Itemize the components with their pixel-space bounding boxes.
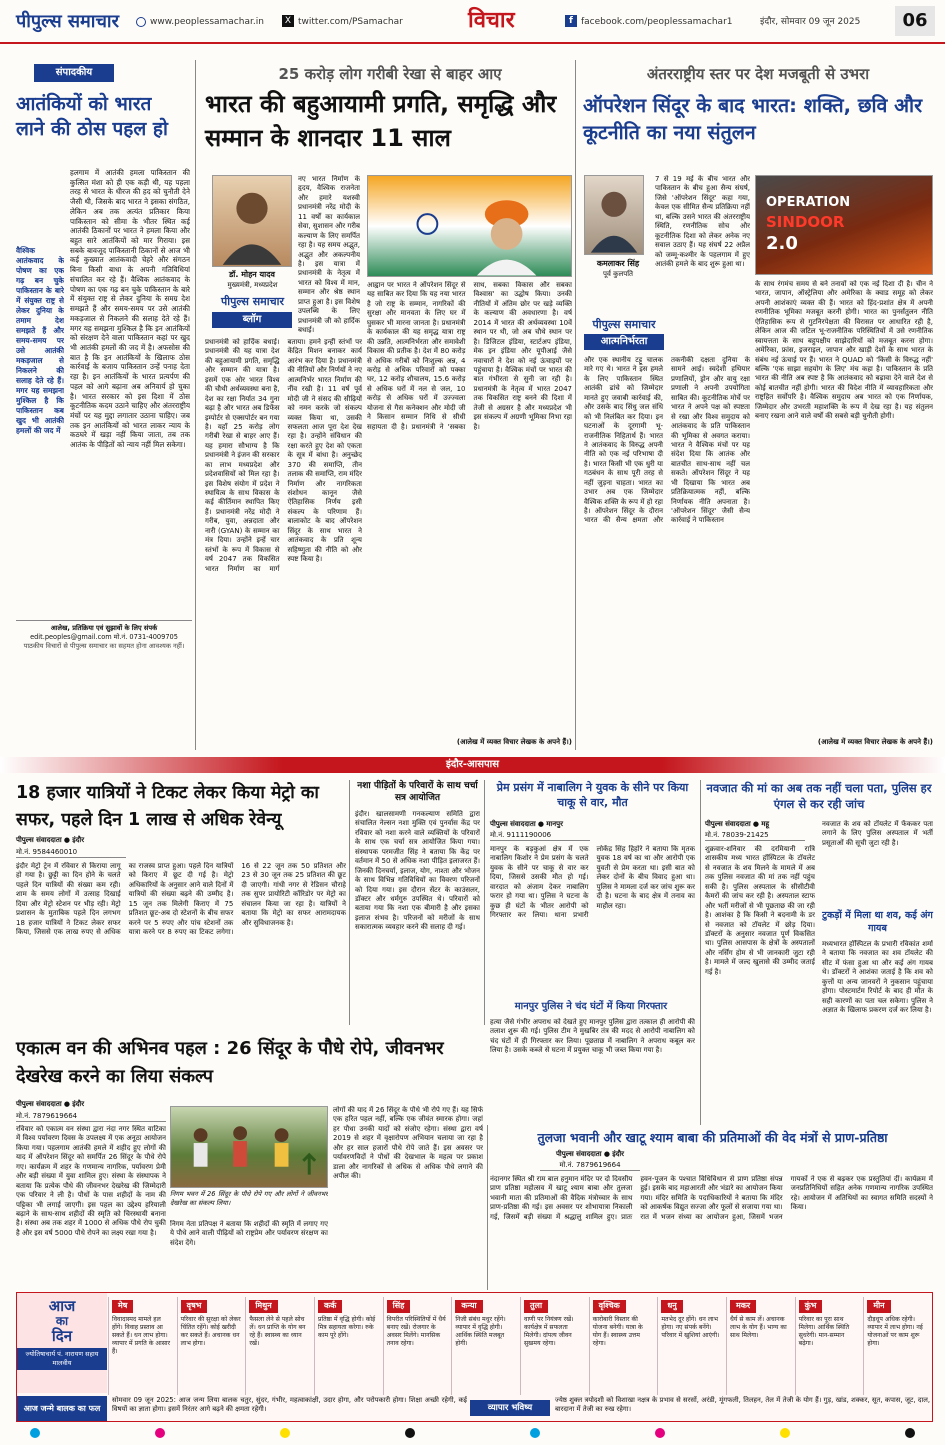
poster-line3: 2.0 bbox=[766, 232, 798, 254]
vana-credit: पीपुल्स संवाददाता ● इंदौर bbox=[16, 1100, 85, 1108]
modi-photo bbox=[367, 175, 572, 277]
editorial-footer-line2: edit.peoples@gmail.com मो.नं. 0731-4009705 bbox=[30, 632, 178, 641]
vana-caption: निगम भवन में 26 सिंदूर के पौधे रोपे गए और लोगों ने जीवनभर देखरेख का संकल्प लिया। bbox=[170, 1190, 328, 1207]
column-divider bbox=[484, 780, 485, 1025]
rashi-text: विपरीत परिस्थितियों में धैर्य बनाए रखें। रोजगार के अवसर मिलेंगे। मानसिक तनाव रहेगा। bbox=[386, 1315, 446, 1347]
dateline: इंदौर, सोमवार 09 जून 2025 bbox=[760, 17, 861, 27]
temple-body: नंदानगर स्थित श्री राम बाल हनुमान मंदिर पर दो दिवसीय प्राण प्रतिष्ठा महोत्सव में खाटू श्याम बाबा और तुलजा भवानी माता की प्रतिमाओं की वैदिक मंत्रोच्चार के साथ प्राण-प्रतिष्ठा की गई। इस अवसर पर शोभायात्रा निकाली गई, जिसमें बड़ी संख्या में श्रद्धालु शामिल हुए। प्रातः हवन-पूजन के पश्चात विधिविधान से प्राण प्रतिष्ठा संपन्न हुई। इसके बाद महाआरती और भंडारे का आयोजन किया गया। मंदिर समिति के पदाधिकारियों ने बताया कि मंदिर को आकर्षक विद्युत सज्जा और फूलों से सजाया गया था। रात में भजन संध्या का आयोजन हुआ, जिसमें भजन गायकों ने एक से बढ़कर एक प्रस्तुतियां दीं। कार्यक्रम में जनप्रतिनिधियों सहित अनेक गणमान्य नागरिक उपस्थित रहे। आयोजन में अतिथियों का स्वागत समिति सदस्यों ने किया। bbox=[490, 1175, 933, 1221]
rashi-name: कन्या bbox=[455, 1300, 482, 1313]
rashi-8 bbox=[657, 1297, 725, 1395]
temple-headline: तुलजा भवानी और खाटू श्याम बाबा की प्रतिमाओं की वेद मंत्रों से प्राण-प्रतिष्ठा bbox=[537, 1130, 888, 1145]
vana-mobile: मो.नं. 7879619664 bbox=[16, 1112, 166, 1122]
temple-mobile: मो.नं. 7879619664 bbox=[540, 1161, 640, 1171]
sindoor-poster bbox=[755, 175, 933, 275]
rashifal-foot-left: आज जन्मे बालक का फल bbox=[17, 1396, 107, 1421]
section-title: विचार bbox=[468, 8, 515, 33]
story2-body-right: के साथ रंगमंच समय से बने तनावों को एक नई दिशा दी है। चीन ने भारत, जापान, ऑस्ट्रेलिया और अमेरिका के क्वाड समूह को लेकर अपनी आशंकाएं व्यक्त की हैं। भारत को हिंद-प्रशांत क्षेत्र में अपनी रणनीतिक भूमिका मजबूत करनी होगी। भारत का पुनर्संतुलन नीति ऐतिहासिक रूप से गुटनिरपेक्षता की विरासत पर आधारित रही है, लेकिन आज की जटिल भू-राजनीतिक परिस्थितियों में उसे रणनीतिक स्वायत्तता के साथ बहुपक्षीय साझेदारियों को मजबूत करना होगा। अमेरिका, फ्रांस, इजराइल, जापान और खाड़ी देशों के साथ भारत के संबंध नई ऊंचाई पर हैं। भारत ने QUAD को 'किसी के विरुद्ध नहीं' बल्कि 'एक साझा सहयोग के लिए' मंच कहा है। पाकिस्तान के प्रति भारत की नीति अब स्पष्ट है कि आतंकवाद को बढ़ावा देने वाले देश से कोई बातचीत नहीं होगी। भारत की विदेश नीति में व्यावहारिकता और राष्ट्रहित सर्वोपरि है। वैश्विक समुदाय अब भारत को एक निर्णायक, जिम्मेदार और उभरती महाशक्ति के रूप में देख रहा है। यह संतुलन बनाए रखना आने वाले वर्षों की सबसे बड़ी चुनौती होगी। bbox=[755, 280, 933, 421]
vana-photo bbox=[170, 1106, 328, 1188]
facebook-icon: f bbox=[565, 15, 577, 27]
story2-body-top: 7 से 19 मई के बीच भारत और पाकिस्तान के बीच हुआ सैन्य संघर्ष, जिसे 'ऑपरेशन सिंदूर' कहा गया, केवल एक सीमित सैन्य प्रतिक्रिया नहीं था, बल्कि उसने भारत की अंतरराष्ट्रीय स्थिति, रणनीतिक सोच और कूटनीतिक दिशा को लेकर अनेक नए सवाल उठाए हैं। यह संघर्ष 22 अप्रैल को जम्मू-कश्मीर के पहलगाम में हुए आतंकी हमले के बाद शुरू हुआ था। bbox=[655, 175, 750, 268]
editorial-footer-line3: पाठकीय विचारों से पीपुल्स समाचार का सहमत होना आवश्यक नहीं। bbox=[23, 641, 185, 650]
navjat-credit: पीपुल्स संवाददाता ● महू bbox=[705, 820, 770, 828]
editorial-headline: आतंकियों को भारत लाने की ठोस पहल हो bbox=[16, 93, 168, 140]
story1-kicker: 25 करोड़ लोग गरीबी रेखा से बाहर आए bbox=[278, 65, 502, 83]
metro-body: इंदौर मेट्रो ट्रेन में रविवार से किराया लागू हो गया है। छुट्टी का दिन होने के चलते पहले दिन यात्रियों की संख्या कम रही। शाम के समय लोगों में उत्साह दिखाई दिया और मेट्रो स्टेशन पर भीड़ रही। मेट्रो प्रशासन के मुताबिक पहले दिन लगभग 18 हजार यात्रियों ने टिकट लेकर सफर किया, जिससे एक लाख रुपए से अधिक का राजस्व प्राप्त हुआ। पहले दिन यात्रियों को किराए में छूट दी गई है। मेट्रो अधिकारियों के अनुसार आने वाले दिनों में यात्रियों की संख्या बढ़ने की उम्मीद है। 15 जून तक मिलेगी किराए में 75 प्रतिशत छूट-अब दो स्टेशनों के बीच सफर करने पर 5 रुपए और पांच स्टेशनों तक यात्रा करने पर 8 रुपए का टिकट लगेगा। 16 से 22 जून तक 50 प्रतिशत और 23 से 30 जून तक 25 प्रतिशत की छूट दी जाएगी। गांधी नगर से रेडिसन चौराहे तक सुपर प्रायोरिटी कॉरिडोर पर मेट्रो का संचालन किया जा रहा है। यात्रियों ने बताया कि मेट्रो का सफर आरामदायक और सुविधाजनक है। bbox=[16, 862, 346, 937]
rashi-name: मीन bbox=[867, 1300, 890, 1313]
vana-body: रविवार को एकात्म वन संस्था द्वारा नंदा नगर स्थित वाटिका में विश्व पर्यावरण दिवस के उपलक्ष्य में एक अनूठा आयोजन किया गया। पहलगाम आतंकी हमले में शहीद हुए लोगों की याद में ऑपरेशन सिंदूर को समर्पित 26 सिंदूर के पौधे रोपे गए। कार्यक्रम में शहर के गणमान्य नागरिक, पर्यावरण प्रेमी और बड़ी संख्या में युवा शामिल हुए। संस्था के संस्थापक ने बताया कि प्रत्येक पौधे की जीवनभर देखरेख की जिम्मेदारी एक परिवार ने ली है। पौधों के पास शहीदों के नाम की पट्टिका भी लगाई जाएगी। इस पहल का उद्देश्य हरियाली बढ़ाने के साथ-साथ शहीदों की स्मृति को चिरस्थायी बनाना है। संस्था अब तक शहर में 1000 से अधिक पौधे रोप चुकी है और इस वर्ष 5000 पौधे रोपने का लक्ष्य रखा गया है। bbox=[16, 1125, 166, 1237]
rashi-text: प्रतिष्ठा में वृद्धि होगी। कोई मित्र सहायता करेगा। रुके काम पूरे होंगे। bbox=[318, 1315, 376, 1339]
rashi-text: परिवार की सुरक्षा को लेकर चिंतित रहेंगे। कोई खरीदी कर सकते हैं। अचानक धन लाभ होगा। bbox=[180, 1315, 241, 1347]
editorial-footer bbox=[16, 620, 192, 664]
rashi-5 bbox=[451, 1297, 519, 1395]
story1-author-title: मुख्यमंत्री, मध्यप्रदेश bbox=[227, 281, 278, 289]
story2-kicker: अंतरराष्ट्रीय स्तर पर देश मजबूती से उभरा bbox=[646, 65, 870, 83]
rashifal-foot-badge: व्यापार भविष्य bbox=[470, 1400, 550, 1416]
rashi-10 bbox=[795, 1297, 863, 1395]
rashi-text: निजी संबंध मधुर रहेंगे। व्यापार में वृद्धि होगी। आर्थिक स्थिति मजबूत होगी। bbox=[455, 1315, 506, 1347]
people-planting-icon bbox=[171, 1106, 327, 1187]
love-credit: पीपुल्स संवाददाता ● मानपुर bbox=[490, 820, 563, 828]
love-credit-place: मानपुर bbox=[546, 820, 563, 828]
rashi-name: वृश्चिक bbox=[593, 1300, 626, 1313]
temple-credit-place: इंदौर bbox=[612, 1150, 625, 1158]
rashi-text: वाणी पर नियंत्रण रखें। कार्यक्षेत्र में सफलता मिलेगी। दांपत्य जीवन सुखमय रहेगा। bbox=[524, 1315, 574, 1347]
rashi-text: विवादास्पद मामले हल होंगे। विवाह प्रस्ताव आ सकते हैं। धन लाभ होगा। व्यापार में प्रगति के आसार हैं। bbox=[112, 1315, 171, 1356]
navjat-credit-name: पीपुल्स संवाददाता bbox=[705, 820, 751, 828]
page-number: 06 bbox=[895, 6, 935, 36]
rashi-11 bbox=[863, 1297, 931, 1395]
story2-byline: (आलेख में व्यक्त विचार लेखक के अपने हैं।) bbox=[817, 738, 933, 746]
story2-headline: ऑपरेशन सिंदूर के बाद भारत: शक्ति, छवि और कूटनीति का नया संतुलन bbox=[583, 94, 923, 145]
vana-credit-name: पीपुल्स संवाददाता bbox=[16, 1100, 62, 1108]
rashi-name: कर्क bbox=[318, 1300, 342, 1313]
navjat-body: शुक्रवार-शनिवार की दरमियानी रात्रि शासकीय मध्य भारत हॉस्पिटल के टॉयलेट से नवजात के शव मिलने के मामले में अब तक पुलिस नवजात की मां तक नहीं पहुंच सकी है। पुलिस अस्पताल के सीसीटीवी कैमरों की जांच कर रही है। अस्पताल स्टाफ और भर्ती मरीजों से भी पूछताछ की जा रही है। आशंका है कि किसी ने बदनामी के डर से नवजात को टॉयलेट में छोड़ दिया। डॉक्टरों के अनुसार नवजात पूर्ण विकसित था। पुलिस आसपास के क्षेत्रों के अस्पतालों और नर्सिंग होम से भी जानकारी जुटा रही है। मामले में जल्द खुलासे की उम्मीद जताई गई है। bbox=[705, 845, 815, 976]
temple-credit-name: पीपुल्स संवाददाता bbox=[555, 1150, 602, 1158]
vana-body-cont: निगम नेता प्रतिपक्ष ने बताया कि शहीदों की स्मृति में लगाए गए ये पौधे आने वाली पीढ़ियों को राष्ट्रप्रेम और पर्यावरण संरक्षण का संदेश देंगे। bbox=[170, 1220, 328, 1247]
rashi-7 bbox=[589, 1297, 657, 1395]
navjat-subhead: टुकड़ों में मिला था शव, कई अंग गायब bbox=[822, 910, 933, 934]
rashi-text: कारोबारी विस्तार की योजना बनेगी। यात्रा के योग हैं। स्वास्थ्य उत्तम रहेगा। bbox=[592, 1315, 643, 1347]
rashifal-title-box bbox=[17, 1293, 107, 1393]
rashi-2 bbox=[245, 1297, 313, 1395]
section-strip bbox=[0, 757, 945, 773]
column-divider bbox=[487, 1125, 488, 1290]
drug-headline: नशा पीड़ितों के परिवारों के साथ चर्चा सत्र आयोजित bbox=[357, 781, 478, 804]
column-divider bbox=[195, 60, 196, 750]
editorial-pullquote: वैश्विक आतंकवाद के पोषण का एक गढ़ बन चुके पाकिस्तान के बारे में संयुक्त राष्ट्र से लेकर दुनिया के तमाम देश समझते हैं और समय-समय पर उसे आतंकी मकड़जाल से निकलने की सलाह देते रहे हैं। मगर यह समझना मुश्किल है कि पाकिस्तान कब खुद भी आतंकी हमलों की जद में bbox=[16, 246, 64, 435]
rashi-text: फैसला लेने से पहले सोच लें। धन प्राप्ति के योग बन रहे हैं। स्वास्थ्य का ध्यान रखें। bbox=[249, 1315, 306, 1347]
globe-icon bbox=[136, 17, 146, 27]
editorial-body: हलगाम में आतंकी हमला पाकिस्तान की कुत्सित मंशा को ही एक कड़ी थी, यह पहला तरह से भारत के धीरज की हद को चुनौती देने जैसी थी, जिसके बाद भारत ने इसका संगठित, लेकिन अब तक अत्यंत प्रतिकार किया पाकिस्तान को सीमा के भीतर स्थित कई आतंकी ठिकानों पर भारत ने हमला किया और बहुत सारे आतंकियों को मार गिराया। इस सबके बावजूद पाकिस्तानी ठिकानों से आज भी कई कुख्यात आतंकवादी चेहरे और संगठन बिना किसी बाधा के अपनी गतिविधियां संचालित कर रहे हैं। वैश्विक आतंकवाद के पोषण का एक गढ़ बन चुके पाकिस्तान के बारे में संयुक्त राष्ट्र से लेकर दुनिया के समग्र देश समझते हैं और समय-समय पर उसे आतंकी मकड़जाल से निकलने की सलाह देते रहे हैं। मगर यह समझना मुश्किल है कि इन आतंकियों को संरक्षण देने वाला पाकिस्तान कहां पर खुद भी आतंकी हमलों की जद में है। अफसोस की बात है कि इन आतंकियों के खिलाफ ठोस कार्रवाई के बजाय पाकिस्तान उन्हें पनाह देता रहा है। इन आतंकियों के भारत प्रत्यर्पण की पहल को आगे बढ़ाना अब अनिवार्य हो चुका है। भारत सरकार को इस दिशा में ठोस कूटनीतिक कदम उठाने चाहिए और अंतरराष्ट्रीय मंचों पर यह मुद्दा लगातार उठाना चाहिए। जब तक इन आतंकियों को भारत लाकर न्याय के कठघरे में खड़ा नहीं किया जाता, तब तक आतंक के पीड़ितों को न्याय नहीं मिल सकेगा। bbox=[70, 168, 190, 450]
rashi-text: धैर्य से काम लें। अचानक लाभ के योग हैं। भाग्य का साथ मिलेगा। bbox=[730, 1315, 787, 1339]
poster-line1: OPERATION bbox=[766, 194, 851, 210]
masthead bbox=[0, 0, 945, 44]
love-subhead: मानपुर पुलिस ने चंद घंटों में किया गिरफ्तार bbox=[514, 1001, 668, 1012]
metro-credit-name: पीपुल्स संवाददाता bbox=[16, 836, 62, 844]
facebook-link[interactable]: facebook.com/peoplessamachar1 bbox=[581, 17, 733, 27]
rashi-name: धनु bbox=[661, 1300, 682, 1313]
rashi-name: कुंभ bbox=[799, 1300, 823, 1313]
twitter-icon: X bbox=[282, 15, 294, 27]
metro-mobile: मो.नं. 9584460010 bbox=[16, 848, 126, 858]
column-divider bbox=[700, 780, 701, 1125]
temple-credit: पीपुल्स संवाददाता ● इंदौर bbox=[555, 1150, 625, 1158]
rashi-name: मिथुन bbox=[249, 1300, 277, 1313]
rashi-text: मतभेद दूर होंगे। धन लाभ होगा। नए संपर्क बनेंगे। परिवार में खुशियां आएंगी। bbox=[661, 1315, 720, 1339]
navjat-subbody: मध्यभारत हॉस्पिटल के प्रभारी रविकांत शर्मा ने बताया कि नवजात का शव टॉयलेट की सीट में फंसा हुआ था और कई अंग गायब थे। डॉक्टरों ने आशंका जताई है कि शव को कुत्तों या अन्य जानवरों ने नुकसान पहुंचाया होगा। पोस्टमार्टम रिपोर्ट के बाद ही मौत के सही कारणों का पता चल सकेगा। पुलिस ने अज्ञात के खिलाफ प्रकरण दर्ज कर लिया है। bbox=[822, 940, 933, 1015]
love-subbody: हत्या जैसे गंभीर अपराध को देखते हुए मानपुर पुलिस द्वारा तत्काल ही आरोपी की तलाश शुरू की गई। पुलिस टीम ने मुखबिर तंत्र की मदद से आरोपी नाबालिग को चंद घंटों में ही गिरफ्तार कर लिया। पूछताछ में नाबालिग ने अपराध कबूल कर लिया है। उसके कब्जे से घटना में प्रयुक्त चाकू भी जब्त किया गया है। bbox=[490, 1018, 695, 1055]
metro-headline: 18 हजार यात्रियों ने टिकट लेकर किया मेट्रो का सफर, पहले दिन 1 लाख से अधिक रेवेन्यू bbox=[16, 783, 319, 831]
column-divider bbox=[575, 60, 576, 750]
vana-body-right: लोगों की याद में 26 सिंदूर के पौधे भी रोपे गए हैं। यह सिर्फ एक हरित पहल नहीं, बल्कि एक जीवंत स्मारक होगा। जहां हर पौधा उनकी यादों को संजोए रहेगा। संस्था द्वारा वर्ष 2019 से शहर में वृक्षारोपण अभियान चलाया जा रहा है और हर साल हजारों पौधे रोपे जाते हैं। इस अवसर पर पर्यावरणविदों ने पौधों की देखभाल के महत्व पर प्रकाश डाला और नागरिकों से अधिक से अधिक पौधे लगाने की अपील की। bbox=[333, 1106, 483, 1181]
drug-body: इंदौर। खालसामणी गनकल्याण समिति द्वारा संचालित नेल्सन नशा मुक्ति एवं पुनर्वास केंद्र पर रविवार को नशा करने वाले व्यक्तियों के परिवारों के साथ एक चर्चा सत्र आयोजित किया गया। संस्थापक परमजीत सिंह ने बताया कि केंद्र पर वर्तमान में 50 से अधिक नशा पीड़ित इलाजरत हैं। जिनकी दिनचर्या, इलाज, योग, नाश्ता और भोजन के साथ विभिन्न गतिविधियों का विवरण परिजनों को दिया गया। इस दौरान सेंटर के काउंसलर, डॉक्टर और धर्मगुरु उपस्थित थे। परिवारों को बताया गया कि नशा एक बीमारी है और इसका इलाज संभव है। परिजनों को मरीजों के साथ सकारात्मक व्यवहार करने की सलाह दी गई। bbox=[355, 810, 480, 932]
flag-portrait-icon bbox=[368, 175, 571, 276]
person-icon bbox=[585, 175, 643, 254]
rashi-3 bbox=[314, 1297, 382, 1395]
editorial-footer-line1: आलेख, प्रतिक्रिया एवं सुझावों के लिए संपर्क bbox=[50, 624, 158, 632]
love-credit-name: पीपुल्स संवाददाता bbox=[490, 820, 536, 828]
rashifal-astrologer: ज्योतिषाचार्य पं. नारायण सहाय मालवीय bbox=[17, 1348, 107, 1370]
website-link[interactable]: www.peoplessamachar.in bbox=[150, 17, 264, 27]
rashifal-title-3: दिन bbox=[51, 1326, 73, 1345]
story1-author-name: डॉ. मोहन यादव bbox=[229, 270, 275, 279]
section-strip-label: इंदौर-आसपास bbox=[445, 759, 500, 770]
love-body: मानपुर के बड़कुआं क्षेत्र में एक नाबालिग किशोर ने प्रेम प्रसंग के चलते युवक के सीने पर चाकू से वार कर दिया, जिससे उसकी मौत हो गई। वारदात को अंजाम देकर नाबालिग फरार हो गया था। पुलिस ने घटना के कुछ ही घंटों के भीतर आरोपी को गिरफ्तार कर लिया। थाना प्रभारी लोकेंद्र सिंह हिहोरे ने बताया कि मृतक युवक 18 वर्ष का था और आरोपी एक युवती से प्रेम करता था। इसी बात को लेकर दोनों के बीच विवाद हुआ था। पुलिस ने मामला दर्ज कर जांच शुरू कर दी है। घटना के बाद क्षेत्र में तनाव का माहौल रहा। bbox=[490, 845, 695, 920]
author-photo bbox=[212, 175, 292, 267]
story2-author-photo bbox=[584, 175, 644, 255]
rashifal-title-2: का bbox=[55, 1313, 69, 1328]
story1-byline: (आलेख में व्यक्त विचार लेखक के अपने हैं।) bbox=[456, 738, 572, 746]
column-divider bbox=[349, 780, 350, 1025]
rashi-name: तुला bbox=[524, 1300, 548, 1313]
print-color-bar bbox=[0, 1428, 945, 1438]
love-headline: प्रेम प्रसंग में नाबालिग ने युवक के सीने पर किया चाकू से वार, मौत bbox=[496, 781, 689, 810]
story2-author-title: पूर्व कुलपति bbox=[603, 270, 633, 278]
editorial-tag: संपादकीय bbox=[34, 64, 114, 82]
story1-body-top: नए भारत निर्माण के हृदय, वैश्विक राजनेता और हमारे यशस्वी प्रधानमंत्री नरेंद्र मोदी के 11 वर्षों का कार्यकाल सेवा, सुशासन और गरीब कल्याण के लिए समर्पित रहा है। यह समय अद्भुत, अद्भुत और अकल्पनीय है। इस यात्रा में प्रधानमंत्री के नेतृत्व में भारत को विश्व में मान, सम्मान और श्रेष्ठ स्थान प्राप्त हुआ है। इस विशेष उपलब्धि के लिए प्रधानमंत्री जी को हार्दिक बधाई। bbox=[298, 175, 360, 334]
story1-logo: पीपुल्स समाचार bbox=[221, 295, 284, 308]
navjat-mobile: मो.नं. 78039-21425 bbox=[705, 831, 805, 841]
rashi-9 bbox=[726, 1297, 794, 1395]
rashi-text: दौड़धूप अधिक रहेगी। व्यापार में लाभ होगा। नई योजनाओं पर काम शुरू होगा। bbox=[867, 1315, 923, 1347]
poster-line2: SINDOOR bbox=[766, 212, 845, 231]
twitter-link[interactable]: twitter.com/PSamachar bbox=[298, 17, 403, 27]
rashi-6 bbox=[520, 1297, 588, 1395]
story1-badge: ब्लॉग bbox=[212, 312, 292, 328]
rashifal-title-1: आज bbox=[48, 1297, 76, 1315]
vana-headline: एकात्म वन की अभिनव पहल : 26 सिंदूर के पौधे रोपे, जीवनभर देखरेख करने का लिया संकल्प bbox=[16, 1038, 444, 1087]
story2-author-name: कमलाकर सिंह bbox=[596, 259, 640, 268]
navjat-headline: नवजात की मां का अब तक नहीं चला पता, पुलिस हर एंगल से कर रही जांच bbox=[706, 781, 932, 812]
person-icon bbox=[213, 175, 291, 266]
vana-credit-place: इंदौर bbox=[72, 1100, 85, 1108]
navjat-body-cont: नवजात के शव को टॉयलेट में फेंककर पता लगाने के लिए पुलिस अस्पताल में भर्ती प्रसूताओं की सूची जुटा रही है। bbox=[822, 820, 933, 847]
masthead-logo: पीपुल्स समाचार bbox=[16, 11, 119, 32]
story1-body-main: प्रधानमंत्री को हार्दिक बधाई। प्रधानमंत्री की यह यात्रा देश की बहुआयामी प्रगति, समृद्धि और सम्मान की यात्रा है। इसमें एक ओर भारत विश्व की चौथी अर्थव्यवस्था बना है, देश का रक्षा निर्यात 34 गुना बढ़ा है और भारत अब डिफेंस इम्पोर्टर से एक्सपोर्टर बन गया है। यहाँ 25 करोड़ लोग गरीबी रेखा से बाहर आए हैं। यह हमारा सौभाग्य है कि प्रधानमंत्री ने इंजन की सरकार का लाभ मध्यप्रदेश और प्रदेशवासियों को मिल रहा है। इस विशेष संयोग में प्रदेश ने स्थायित्व के साथ विकास के कई कीर्तिमान स्थापित किए हैं। प्रधानमंत्री नरेंद्र मोदी ने गरीब, युवा, अन्नदाता और नारी (GYAN) के सम्मान का मंत्र दिया। उन्होंने इन्हें चार स्तंभों के रूप में विकास से वर्ष 2047 तक विकसित भारत निर्माण का मार्ग बताया। हमने इन्हीं स्तंभों पर केंद्रित मिशन बनाकर कार्य आरंभ कर दिया है। प्रधानमंत्री की नीतियों और निर्णयों ने नए आत्मनिर्भर भारत निर्माण की नींव रखी है। 11 वर्ष पूर्व मोदी जी ने संसद की सीढ़ियों को नमन करके जो संकल्प व्यक्त किया था, उसकी सफलता आज पूरा देश देख रहा है। उन्होंने संविधान की रक्षा करते हुए देश को एकता के सूत्र में बांधा है। अनुच्छेद 370 की समाप्ति, तीन तलाक की समाप्ति, राम मंदिर निर्माण और नागरिकता संशोधन कानून जैसे ऐतिहासिक निर्णय इसी संकल्प के परिणाम हैं। बालाकोट के बाद ऑपरेशन सिंदूर के साथ भारत ने आतंकवाद के प्रति शून्य सहिष्णुता की नीति को और स्पष्ट किया है। bbox=[205, 338, 362, 573]
rashifal-foot-right: ज्येष्ठ शुक्ल त्रयोदशी को विशाखा नक्षत्र के प्रभाव से सरसों, अरंडी, मूंगफली, तिलहन, तेल में तेजी के योग हैं। गुड़, खांड, शक्कर, सूत, कपास, जूट, दाल, बारदाना में तेजी का रुख रहेगा। bbox=[555, 1396, 930, 1414]
metro-credit-place: इंदौर bbox=[72, 836, 85, 844]
rashi-name: मेष bbox=[112, 1300, 133, 1313]
story2-logo: पीपुल्स समाचार bbox=[592, 318, 656, 331]
love-mobile: मो.नं. 9111190006 bbox=[490, 831, 590, 841]
story2-badge: आत्मनिर्भरता bbox=[584, 334, 664, 350]
rashi-4 bbox=[383, 1297, 451, 1395]
navjat-credit-place: महू bbox=[761, 820, 770, 828]
rashi-text: परिवार का पूरा साथ मिलेगा। आर्थिक स्थिति सुधरेगी। मान-सम्मान बढ़ेगा। bbox=[798, 1315, 850, 1347]
story1-body-right: आह्वान पर भारत ने ऑपरेशन सिंदूर से यह साबित कर दिया कि यह नया भारत है जो राष्ट्र के सम्मान, नागरिकों की सुरक्षा और मानवता के लिए घर में घुसकर भी मारना जानता है। प्रधानमंत्री के कार्यकाल की यह समृद्ध यात्रा राष्ट्र की उन्नति, आत्मनिर्भरता और समावेशी विकास की प्रतीक है। देश में 80 करोड़ से अधिक गरीबों को निःशुल्क अन्न, 4 करोड़ से अधिक परिवारों को पक्का घर, 12 करोड़ शौचालय, 15.6 करोड़ से अधिक घरों में नल से जल, 10 करोड़ से अधिक घरों में उज्ज्वला योजना से गैस कनेक्शन और मोदी जी ने किसान सम्मान निधि से सीधी सहायता दी है। प्रधानमंत्री ने 'सबका साथ, सबका विकास और सबका विश्वास' का उद्घोष किया। उनकी नीतियों में अंतिम छोर पर खड़े व्यक्ति के कल्याण की अवधारणा है। वर्ष 2014 में भारत की अर्थव्यवस्था 10वें स्थान पर थी, जो अब चौथे स्थान पर है। डिजिटल इंडिया, स्टार्टअप इंडिया, मेक इन इंडिया और यूपीआई जैसे नवाचारों ने देश को नई ऊंचाइयों पर पहुंचाया है। वैश्विक मंचों पर भारत की बात गंभीरता से सुनी जा रही है। प्रधानमंत्री के नेतृत्व में भारत 2047 तक विकसित राष्ट्र बनने की दिशा में तेजी से अग्रसर है और मध्यप्रदेश भी इस संकल्प में अग्रणी भूमिका निभा रहा है। bbox=[367, 281, 572, 431]
metro-credit: पीपुल्स संवाददाता ● इंदौर bbox=[16, 836, 85, 844]
rashifal-foot-text: सोमवार 09 जून 2025: आज जन्म लिया बालक चतुर, सुंदर, गंभीर, महत्वाकांक्षी, उदार होगा, और परोपकारी होगा। शिक्षा अच्छी रहेगी, कई विषयों का ज्ञाता होगा। इसमें निरंतर आगे बढ़ने की क्षमता रहेगी। bbox=[112, 1396, 467, 1414]
rashi-name: सिंह bbox=[387, 1300, 411, 1313]
rashi-0 bbox=[108, 1297, 176, 1395]
rashi-1 bbox=[177, 1297, 245, 1395]
rashi-name: मकर bbox=[730, 1300, 756, 1313]
story1-headline: भारत की बहुआयामी प्रगति, समृद्धि और सम्मान के शानदार 11 साल bbox=[205, 90, 557, 152]
story2-body-main: और एक स्थानीय टट्टू चालक मारे गए थे। भारत ने इस हमले के लिए पाकिस्तान स्थित आतंकी ढांचे को जिम्मेदार मानते हुए जवाबी कार्रवाई की, और उसके बाद सिंधु जल संधि को भी निलंबित कर दिया। इन घटनाओं के दूरगामी भू-राजनीतिक निहितार्थ हैं। भारत ने आतंकवाद के विरुद्ध अपनी नीति को एक नई परिभाषा दी है। भारत किसी भी एक धुरी या गठबंधन के साथ पूरी तरह से नहीं जुड़ना चाहता। भारत का उभार अब एक जिम्मेदार वैश्विक शक्ति के रूप में हो रहा है। ऑपरेशन सिंदूर के दौरान भारत की सैन्य क्षमता और तकनीकी दक्षता दुनिया के सामने आई। स्वदेशी हथियार प्रणालियों, ड्रोन और वायु रक्षा प्रणाली ने अपनी उपयोगिता साबित की। कूटनीतिक मोर्चे पर भारत ने अपने पक्ष को स्पष्टता से रखा और विश्व समुदाय को आतंकवाद के प्रति पाकिस्तान की भूमिका से अवगत कराया। भारत ने वैश्विक मंचों पर यह संदेश दिया कि आतंक और बातचीत साथ-साथ नहीं चल सकते। ऑपरेशन सिंदूर ने यह भी दिखाया कि भारत अब प्रतिक्रियात्मक नहीं, बल्कि निर्णायक नीति अपनाता है। 'ऑपरेशन सिंदूर' जैसी सैन्य कार्रवाई ने पाकिस्तान bbox=[584, 356, 750, 525]
rashi-name: वृषभ bbox=[181, 1300, 208, 1313]
